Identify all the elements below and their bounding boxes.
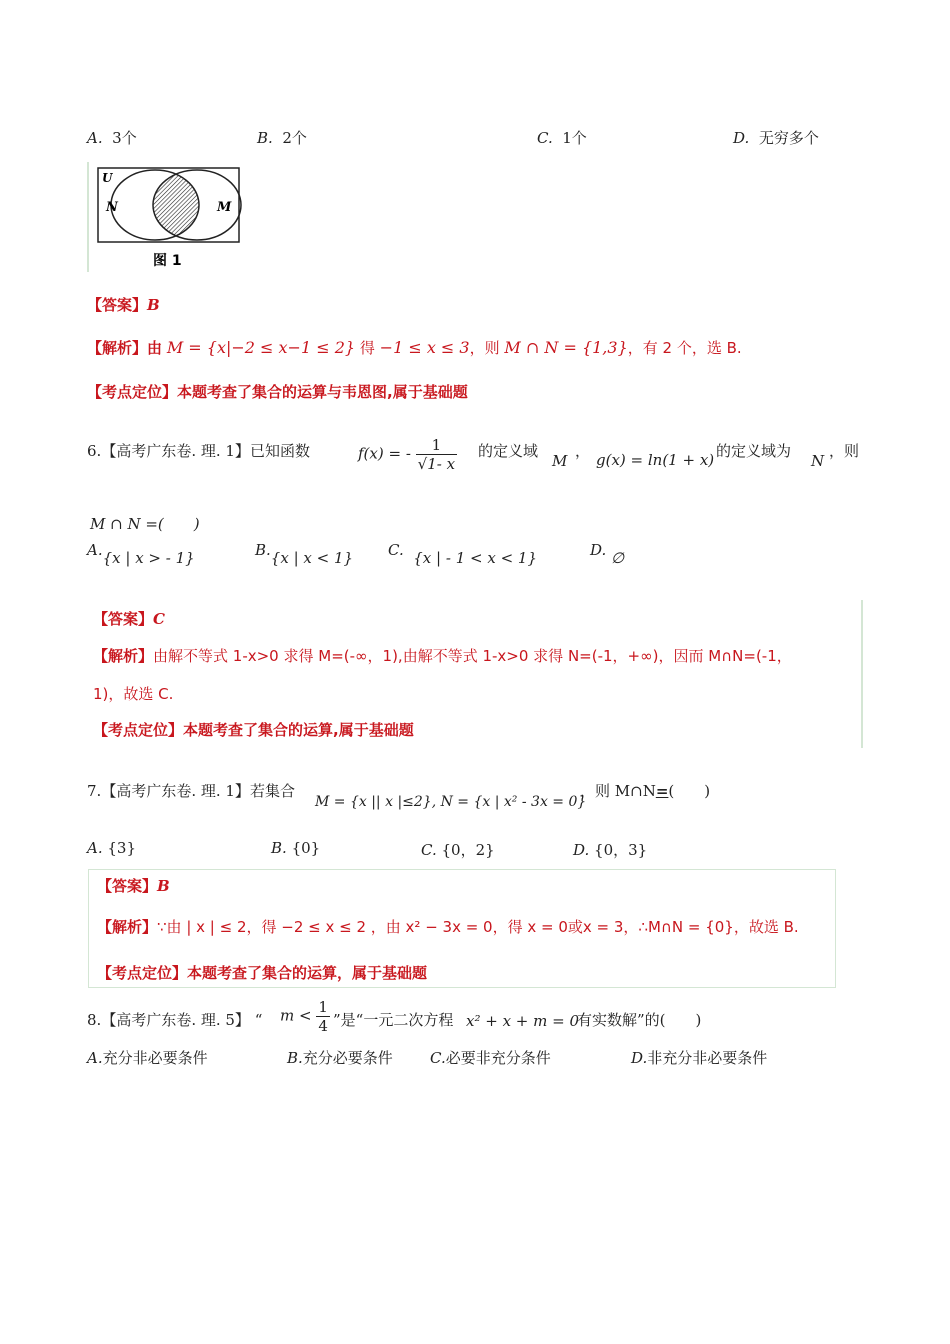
option-letter: D.: [573, 841, 590, 859]
q5-option-a: [87, 127, 137, 148]
analysis-math: M = {x|−2 ≤ x−1 ≤ 2}: [166, 338, 356, 357]
option-letter: A.: [87, 1049, 103, 1067]
q6-option-b: [255, 541, 354, 567]
frac-denominator: 4: [318, 1017, 328, 1035]
q6-function-f: [358, 436, 457, 473]
question-number: 7.: [87, 782, 102, 800]
q7-point: [97, 962, 427, 983]
q6-analysis: [93, 645, 792, 666]
option-text: 必要非充分条件: [445, 1049, 551, 1067]
q6-option-a: [87, 541, 195, 567]
q6-function-g: g(x) = ln(1 + x): [596, 451, 715, 469]
q6-stem-end: ，则: [829, 442, 860, 460]
frac-numerator: 1: [318, 998, 328, 1016]
question-number: 8.: [87, 1011, 102, 1029]
question-source: 【高考广东卷. 理. 5】: [101, 1011, 250, 1029]
q7-option-c: [421, 839, 495, 860]
question-stem: 若集合: [249, 782, 295, 800]
question-number: 6.: [87, 442, 102, 460]
q6-stem-mid: [478, 440, 538, 461]
q8-header: [87, 1009, 262, 1030]
q5-option-b: [257, 127, 307, 148]
answer-tag: 【答案】: [93, 610, 154, 628]
option-text: 充分必要条件: [302, 1049, 393, 1067]
q6-option-d: [590, 541, 625, 567]
analysis-text: 得: [359, 339, 375, 357]
q6-analysis-line2: 1)，故选 C.: [93, 685, 174, 703]
q7-option-a: [87, 839, 136, 857]
analysis-tag: 【解析】: [97, 918, 158, 936]
analysis-text: ，有 2 个，选 B.: [627, 339, 742, 357]
option-text: 非充分非必要条件: [647, 1049, 768, 1067]
q6-point: [93, 719, 414, 740]
f-denominator: √1- x: [417, 455, 456, 473]
q6-option-c: [388, 541, 537, 567]
quote-open: “: [254, 1011, 263, 1029]
m-label: M: [217, 200, 232, 215]
q8-equation: x² + x + m = 0: [466, 1012, 580, 1030]
option-text: {0}: [291, 839, 321, 857]
point-tag: 【考点定位】: [93, 721, 184, 739]
option-letter: B.: [287, 1049, 303, 1067]
point-text: 本题考查了集合的运算与韦恩图,属于基础题: [177, 383, 468, 401]
venn-diagram: [95, 165, 243, 277]
equals-sign: =: [655, 782, 669, 800]
point-text: 本题考查了集合的运算,属于基础题: [183, 721, 414, 739]
option-letter: B.: [257, 129, 273, 147]
f-numerator: 1: [431, 436, 442, 454]
question-source: 【高考广东卷. 理. 1】: [101, 782, 250, 800]
point-tag: 【考点定位】: [97, 964, 188, 982]
comma: ，: [575, 442, 591, 460]
option-text: 3个: [112, 129, 137, 147]
q8-stem-mid: ”是“一元二次方程: [333, 1011, 454, 1029]
option-letter: B.: [271, 839, 287, 857]
option-letter: A.: [87, 129, 103, 147]
q7-stem-end: [580, 780, 710, 801]
answer-box-border: [861, 600, 863, 748]
q5-point: [87, 381, 468, 402]
analysis-math: M ∩ N = {1,3}: [504, 338, 628, 357]
q8-option-c: [430, 1047, 551, 1068]
option-letter: D.: [631, 1049, 648, 1067]
analysis-text: ∵由 | x | ≤ 2，得 −2 ≤ x ≤ 2 ，由 x² − 3x = 0，得 x = 0或x = 3，∴M∩N = {0}，故选 B.: [157, 918, 799, 936]
question-stem: 的定义域: [478, 442, 539, 460]
answer-value: B: [147, 296, 160, 314]
question-stem: ，则 M∩N: [580, 782, 656, 800]
analysis-tag: 【解析】: [93, 647, 154, 665]
option-letter: A.: [87, 541, 103, 559]
answer-value: B: [157, 877, 170, 895]
set-m-symbol: M: [552, 452, 568, 470]
q8-stem-end: 有实数解”的( ): [577, 1011, 702, 1029]
option-letter: A.: [87, 839, 103, 857]
q7-option-d: [573, 839, 647, 860]
q5-answer: [87, 294, 160, 315]
q8-option-a: [87, 1047, 208, 1068]
analysis-text: ，则: [469, 339, 500, 357]
option-text: {0，3}: [594, 841, 648, 859]
q6-header: [87, 440, 310, 461]
u-label: U: [102, 171, 113, 185]
option-text: {x | x < 1}: [270, 549, 354, 567]
option-text: 1个: [562, 129, 587, 147]
q5-option-d: [733, 127, 819, 148]
question-source: 【高考广东卷. 理. 1】: [101, 442, 250, 460]
question-stem: 已知函数: [249, 442, 310, 460]
answer-tag: 【答案】: [87, 296, 148, 314]
option-letter: C.: [537, 129, 553, 147]
option-letter: C.: [388, 541, 404, 559]
point-tag: 【考点定位】: [87, 383, 178, 401]
answer-paren: ( ): [668, 782, 711, 800]
figure-caption: 图 1: [153, 253, 182, 269]
q7-sets: M = {x || x |≤2}, N = {x | x² - 3x = 0}: [315, 794, 587, 810]
point-text: 本题考查了集合的运算，属于基础题: [187, 964, 428, 982]
option-letter: C.: [430, 1049, 446, 1067]
q7-header: [87, 780, 295, 801]
option-text: ∅: [611, 549, 625, 567]
q8-option-b: [287, 1047, 393, 1068]
set-n-symbol: N: [811, 452, 825, 470]
q7-option-b: [271, 839, 320, 857]
analysis-text: 由: [147, 339, 163, 357]
n-label: N: [106, 200, 118, 215]
option-letter: C.: [421, 841, 437, 859]
analysis-tag: 【解析】: [87, 339, 148, 357]
option-text: {x | x > - 1}: [102, 549, 195, 567]
f-lhs: f(x) = -: [358, 444, 411, 463]
option-letter: B.: [255, 541, 271, 559]
q6-stem-mid2: 的定义域为: [716, 442, 792, 460]
q6-stem-line2: M ∩ N =( ): [90, 515, 200, 533]
analysis-text: 由解不等式 1-x>0 求得 M=(-∞，1),由解不等式 1-x>0 求得 N=(-1，+∞)，因而 M∩N=(-1，: [153, 647, 792, 665]
q6-answer: [93, 608, 165, 629]
option-text: 2个: [282, 129, 307, 147]
option-letter: D.: [733, 129, 750, 147]
q7-analysis: [97, 916, 799, 937]
q8-condition: [280, 998, 330, 1035]
option-text: {3}: [107, 839, 137, 857]
m-less: m <: [280, 1006, 312, 1025]
option-text: 充分非必要条件: [102, 1049, 208, 1067]
q7-answer: [97, 875, 170, 896]
option-text: {x | - 1 < x < 1}: [413, 549, 537, 567]
q5-analysis: [87, 337, 742, 358]
q8-option-d: [631, 1047, 767, 1068]
option-letter: D.: [590, 541, 607, 559]
answer-value: C: [153, 610, 165, 628]
margin-line: [87, 162, 89, 272]
answer-tag: 【答案】: [97, 877, 158, 895]
q5-option-c: [537, 127, 587, 148]
option-text: 无穷多个: [758, 129, 819, 147]
analysis-math: −1 ≤ x ≤ 3: [379, 338, 470, 357]
option-text: {0，2}: [441, 841, 495, 859]
